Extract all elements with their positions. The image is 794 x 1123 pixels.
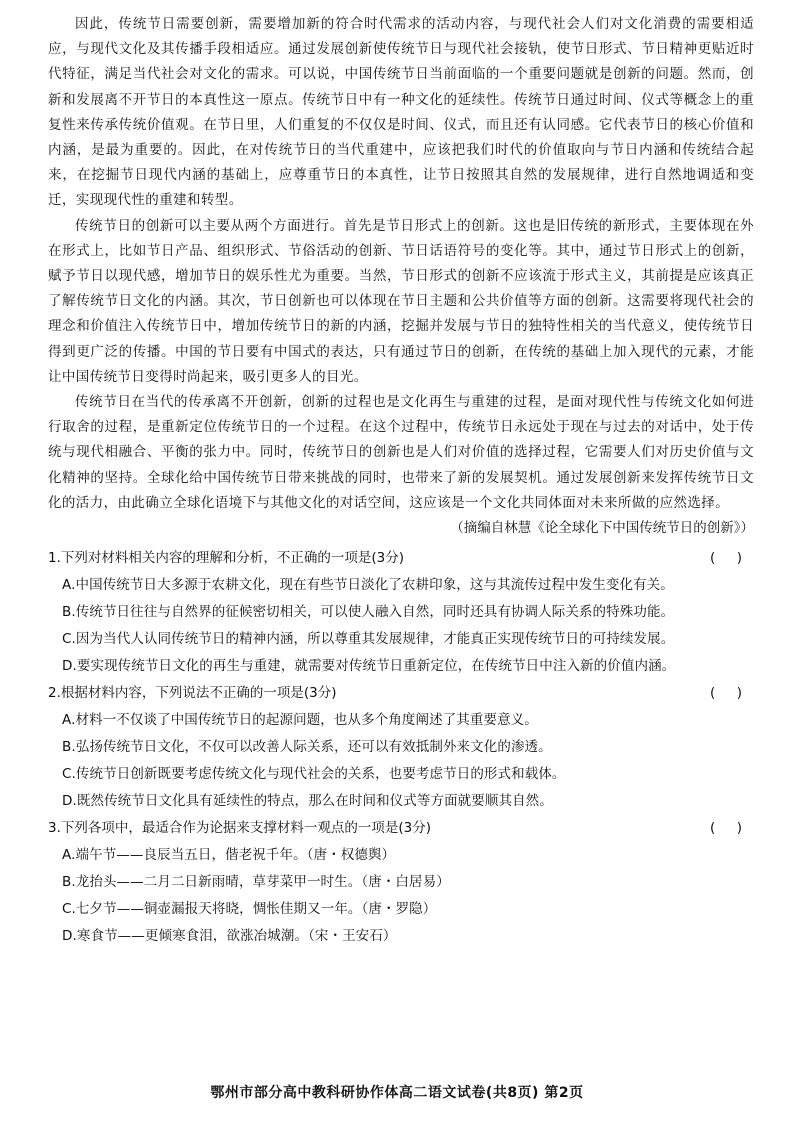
option-c: C.因为当代人认同传统节日的精神内涵，所以尊重其发展规律，才能真正实现传统节日的可持续发展。 <box>62 631 675 648</box>
option-a: A.端午节——良辰当五日，偕老祝千年。（唐・权德舆） <box>62 847 396 864</box>
question-2 <box>48 680 754 815</box>
option-a: A.中国传统节日大多源于农耕文化，现在有些节日淡化了农耕印象，这与其流传过程中发生变化有关。 <box>62 577 674 594</box>
question-stem: 2.根据材料内容，下列说法不正确的一项是(3分) <box>48 685 337 702</box>
question-stem: 3.下列各项中，最适合作为论据来支撑材料一观点的一项是(3分) <box>48 820 432 837</box>
option-c: C.传统节日创新既要考虑传统文化与现代社会的关系，也要考虑节日的形式和载体。 <box>62 766 566 783</box>
page-footer: 鄂州市部分高中教科研协作体高二语文试卷(共8页) 第2页 <box>210 1085 584 1101</box>
passage-paragraph-1: 因此，传统节日需要创新，需要增加新的符合时代需求的活动内容，与现代社会人们对文化消费的需要相适应，与现代文化及其传播手段相适应。通过发展创新使传统节日与现代社会接轨，使节日形式、节日精神更贴近时代特征，满足当代社会对文化的需求。可以说，中国传统节日当前面临的一个重要问题就是创新的问题。然而，创新和发展离不开节日的本真性这一原点。传统节日中有一种文化的延续性。传统节日通过时间、仪式等概念上的重复性来传承传统价值观。在节日里，人们重复的不仅仅是时间、仪式，而且还有认同感。它代表节日的核心价值和内涵，是最为重要的。因此，在对传统节日的当代重建中，应该把我们时代的价值取向与节日内涵和传统结合起来，在挖掘节日现代内涵的基础上，应尊重节日的本真性，让节日按照其自然的发展规律，进行自然地调适和变迁，实现现代性的重建和转型。 <box>48 16 754 209</box>
question-stem: 1.下列对材料相关内容的理解和分析，不正确的一项是(3分) <box>48 550 405 567</box>
question-1 <box>48 545 754 680</box>
option-c: C.七夕节——铜壶漏报天将晓，惆怅佳期又一年。（唐・罗隐） <box>62 901 437 918</box>
exam-page <box>48 12 754 950</box>
option-b: B.弘扬传统节日文化，不仅可以改善人际关系，还可以有效抵制外来文化的渗透。 <box>62 739 552 756</box>
answer-bracket: ( ) <box>710 820 742 837</box>
question-3 <box>48 815 754 950</box>
option-b: B.传统节日往往与自然界的征候密切相关，可以使人融入自然，同时还具有协调人际关系的特殊功能。 <box>62 604 675 621</box>
answer-bracket: ( ) <box>710 685 742 702</box>
option-d: D.寒食节——更倾寒食泪，欲涨冶城潮。（宋・王安石） <box>62 928 397 945</box>
option-d: D.既然传统节日文化具有延续性的特点，那么在时间和仪式等方面就要顺其自然。 <box>62 793 553 810</box>
option-d: D.要实现传统节日文化的再生与重建，就需要对传统节日重新定位，在传统节日中注入新的价值内涵。 <box>62 658 676 675</box>
passage-paragraph-2: 传统节日的创新可以主要从两个方面进行。首先是节日形式上的创新。这也是旧传统的新形式，主要体现在外在形式上，比如节日产品、组织形式、节俗活动的创新、节日话语符号的变化等。其中，通过节日形式上的创新，赋予节日以现代感，增加节日的娱乐性尤为重要。当然，节日形式的创新不应该流于形式主义，其前提是应该真正了解传统节日文化的内涵。其次，节日创新也可以体现在节日主题和公共价值等方面的创新。这需要将现代社会的理念和价值注入传统节日中，增加传统节日的新的内涵，挖掘并发展与节日的独特性相关的当代意义，使传统节日得到更广泛的传播。中国的节日要有中国式的表达，只有通过节日的创新，在传统的基础上加入现代的元素，才能让中国传统节日变得时尚起来，吸引更多人的目光。 <box>48 217 754 385</box>
source-citation: （摘编自林慧《论全球化下中国传统节日的创新》） <box>450 520 754 537</box>
passage-paragraph-3: 传统节日在当代的传承离不开创新，创新的过程也是文化再生与重建的过程，是面对现代性与传统文化如何进行取舍的过程，是重新定位传统节日的一个过程。在这个过程中，传统节日永远处于现在与过去的对话中，处于传统与现代相融合、平衡的张力中。同时，传统节日的创新也是人们对价值的选择过程，它需要人们对历史价值与文化精神的坚持。全球化给中国传统节日带来挑战的同时，也带来了新的发展契机。通过发展创新来发挥传统节日文化的活力，由此确立全球化语境下与其他文化的对话空间，这应该是一个文化共同体面对未来所做的应然选择。 <box>48 394 754 511</box>
option-b: B.龙抬头——二月二日新雨晴，草芽菜甲一时生。（唐・白居易） <box>62 874 450 891</box>
option-a: A.材料一不仅谈了中国传统节日的起源问题，也从多个角度阐述了其重要意义。 <box>62 712 538 729</box>
answer-bracket: ( ) <box>710 550 742 567</box>
